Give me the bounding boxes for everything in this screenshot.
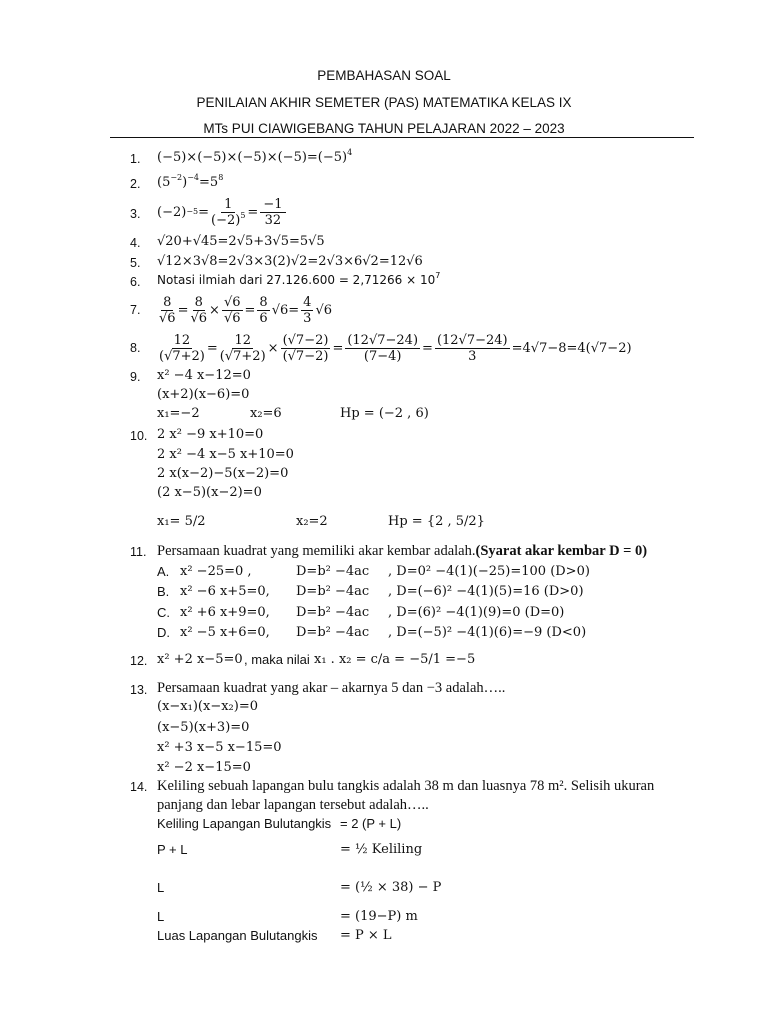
doc-title: PEMBAHASAN SOAL — [317, 68, 451, 83]
q10-line-3: 2 x(x−2)−5(x−2)=0 — [157, 466, 289, 481]
q8-operator: × — [267, 340, 279, 356]
num-7: 7. — [130, 303, 141, 317]
q12-equation: x² +2 x−5=0 — [157, 652, 243, 667]
q8-operator: = — [206, 340, 218, 356]
q11-option-c-label: C. — [157, 605, 170, 620]
q11-option-c-d: D=b² −4ac — [296, 605, 370, 620]
q14-row-value: = P × L — [340, 928, 392, 943]
q10-x2: x₂=2 — [296, 514, 328, 529]
q14-row-label: P + L — [157, 842, 188, 857]
q3-equation: (−2) −5 = $\frac{1}{(-2)^5}$ = $\frac{-1}{32}$ — [157, 194, 288, 230]
q14-row-label: L — [157, 880, 165, 895]
q14-row-value: = (19−P) m — [340, 909, 418, 924]
q11-question: Persamaan kuadrat yang memiliki akar kembar adalah.(Syarat akar kembar D = 0) — [157, 543, 648, 559]
q9-line-2: (x+2)(x−6)=0 — [157, 387, 250, 402]
q11-option-a-eq: x² −25=0 , — [180, 564, 252, 579]
num-2: 2. — [130, 177, 141, 191]
doc-school: MTs PUI CIAWIGEBANG TAHUN PELAJARAN 2022 – 2023 — [203, 121, 565, 136]
q1-equation: $(-5)\times(-5)\times(-5)\times(-5)=(-5)^4$ — [157, 148, 353, 165]
q7-term: √6 — [271, 302, 289, 318]
num-3: 3. — [130, 207, 141, 221]
num-9: 9. — [130, 370, 141, 384]
q11-option-b-calc: , D=(−6)² −4(1)(5)=16 (D>0) — [388, 584, 584, 599]
q13-line-1: (x−x₁)(x−x₂)=0 — [157, 699, 258, 714]
q7-operator: = — [288, 302, 300, 318]
num-13: 13. — [130, 683, 148, 697]
q8-term: =4√7−8=4(√7−2) — [511, 340, 632, 356]
q4-equation: √20+√45=2√5+3√5=5√5 — [157, 234, 325, 249]
q11-option-d-label: D. — [157, 625, 170, 640]
q11-option-b-d: D=b² −4ac — [296, 584, 370, 599]
q14-question-line-1: Keliling sebuah lapangan bulu tangkis adalah 38 m dan luasnya 78 m². Selisih ukuran — [157, 778, 655, 794]
q14-row-value: = (½ × 38) − P — [340, 880, 442, 895]
q13-line-4: x² −2 x−15=0 — [157, 760, 251, 775]
q8-equation — [157, 330, 632, 366]
q11-option-a-d: D=b² −4ac — [296, 564, 370, 579]
q5-equation: √12×3√8=2√3×3(2)√2=2√3×6√2=12√6 — [157, 254, 423, 269]
q11-option-d-calc: , D=(−5)² −4(1)(6)=−9 (D<0) — [388, 625, 587, 640]
q7-operator: = — [177, 302, 189, 318]
q11-option-a-label: A. — [157, 564, 170, 579]
num-14: 14. — [130, 780, 148, 794]
q10-solution-set: Hp = {2 , 5/2} — [388, 514, 485, 529]
q11-option-d-d: D=b² −4ac — [296, 625, 370, 640]
q9-solution-set: Hp = (−2 , 6) — [340, 406, 429, 421]
q7-term: $\frac{√6}{√6}$ — [223, 294, 241, 326]
q8-term: $\frac{(√7-2)}{(√7-2)}$ — [282, 332, 329, 364]
q7-equation — [157, 291, 332, 329]
q8-term: $\frac{(12√7-24)}{(7-4)}$ — [347, 332, 419, 364]
num-6: 6. — [130, 275, 141, 289]
q9-line-1: x² −4 x−12=0 — [157, 368, 251, 383]
q8-term: $\frac{12}{(√7+2)}$ — [219, 332, 266, 364]
q7-term: $\frac{8}{√6}$ — [190, 294, 208, 326]
q11-option-c-eq: x² +6 x+9=0, — [180, 605, 270, 620]
q7-term: $\frac{8}{√6}$ — [159, 294, 176, 326]
q11-option-b-eq: x² −6 x+5=0, — [180, 584, 270, 599]
q9-x2: x₂=6 — [250, 406, 282, 421]
q8-operator: = — [422, 340, 433, 356]
q10-line-4: (2 x−5)(x−2)=0 — [157, 485, 262, 500]
q7-operator: = — [244, 302, 256, 318]
q2-equation: $(5^{-2})^{-4}=5^8$ — [157, 173, 224, 190]
q7-operator: × — [209, 302, 220, 318]
num-5: 5. — [130, 256, 141, 270]
num-11: 11. — [130, 545, 147, 559]
q12-connector: , maka nilai — [244, 652, 310, 667]
q8-term: $\frac{12}{(√7+2)}$ — [159, 332, 205, 364]
q7-term: $\frac{8}{6}$ — [259, 294, 268, 326]
q12-product: x₁ . x₂ = c/a = −5/1 =−5 — [314, 652, 476, 667]
q7-term: √6 — [315, 302, 332, 318]
q13-line-2: (x−5)(x+3)=0 — [157, 720, 250, 735]
q11-option-b-label: B. — [157, 584, 170, 599]
q8-operator: = — [332, 340, 344, 356]
doc-subtitle: PENILAIAN AKHIR SEMETER (PAS) MATEMATIKA KELAS IX — [196, 95, 572, 110]
q10-line-2: 2 x² −4 x−5 x+10=0 — [157, 447, 294, 462]
q14-row-label: Luas Lapangan Bulutangkis — [157, 928, 318, 943]
q14-row-value: = 2 (P + L) — [340, 816, 402, 831]
q9-x1: x₁=−2 — [157, 406, 200, 421]
q7-term: $\frac{4}{3}$ — [303, 294, 312, 326]
q13-line-3: x² +3 x−5 x−15=0 — [157, 740, 282, 755]
q6-text: Notasi ilmiah dari $27.126.600 = 2,71266 \times 10^7$ — [157, 271, 441, 287]
q11-option-c-calc: , D=(6)² −4(1)(9)=0 (D=0) — [388, 605, 565, 620]
q14-row-label: L — [157, 909, 165, 924]
num-4: 4. — [130, 236, 141, 250]
num-10: 10. — [130, 429, 148, 443]
q11-option-a-calc: , D=0² −4(1)(−25)=100 (D>0) — [388, 564, 590, 579]
q14-row-label: Keliling Lapangan Bulutangkis — [157, 816, 332, 831]
q11-option-d-eq: x² −5 x+6=0, — [180, 625, 270, 640]
q10-x1: x₁= 5/2 — [157, 514, 206, 529]
q10-line-1: 2 x² −9 x+10=0 — [157, 427, 264, 442]
q8-term: $\frac{(12√7-24)}{3}$ — [436, 332, 508, 364]
num-8: 8. — [130, 341, 141, 355]
num-12: 12. — [130, 654, 148, 668]
q13-question: Persamaan kuadrat yang akar – akarnya 5 dan −3 adalah….. — [157, 680, 506, 696]
header-divider — [110, 137, 694, 138]
q14-question-line-2: panjang dan lebar lapangan tersebut adalah….. — [157, 797, 429, 813]
q14-row-value: = ½ Keliling — [340, 842, 423, 857]
num-1: 1. — [130, 152, 141, 166]
